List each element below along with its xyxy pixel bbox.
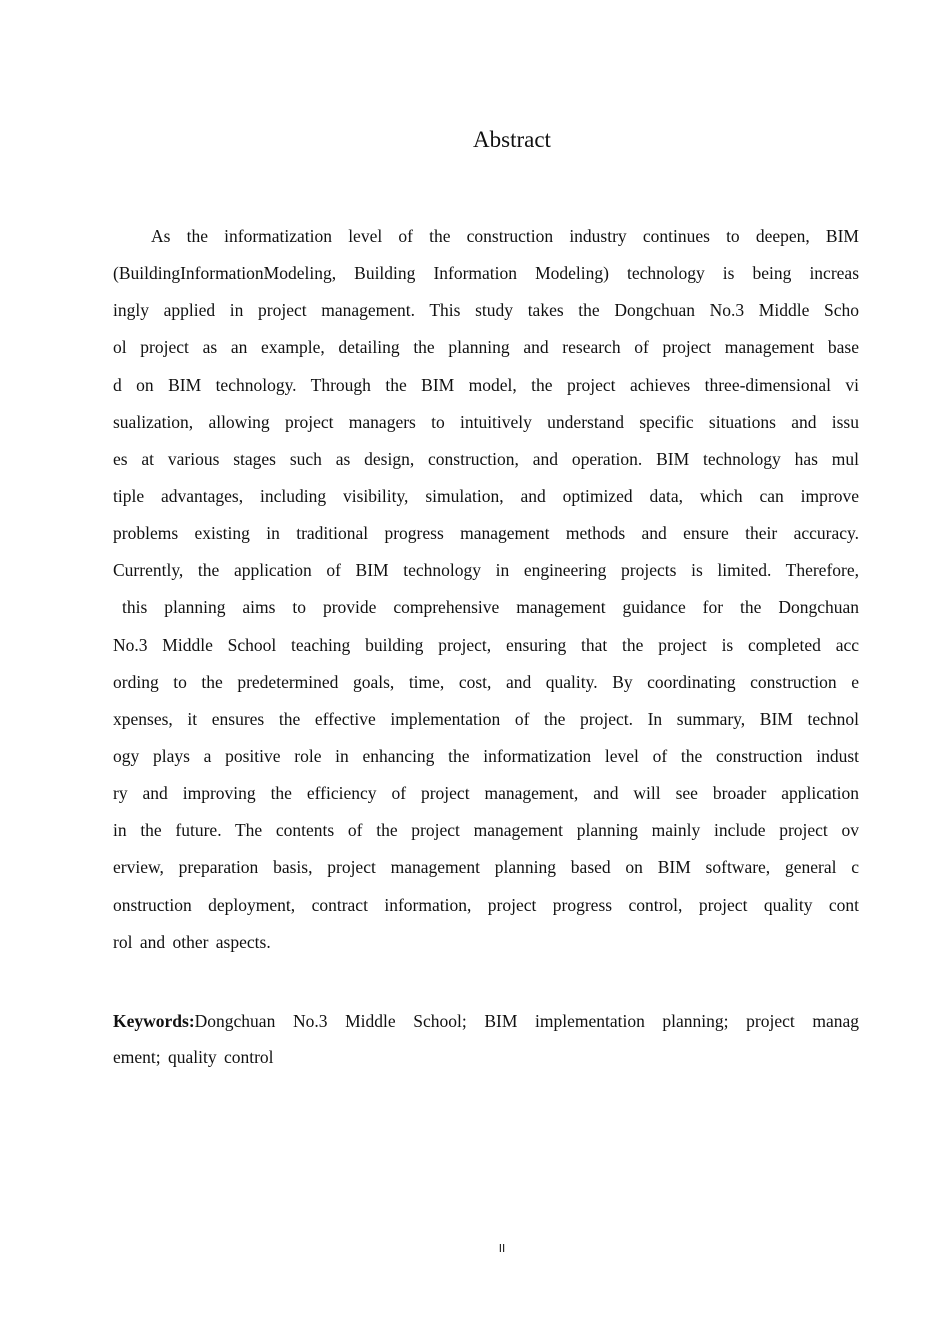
abstract-line: ording to the predetermined goals, time, cost, and quality. By coordinating construction e xyxy=(113,671,859,692)
abstract-paragraph xyxy=(113,218,859,961)
abstract-line: Currently, the application of BIM technology in engineering projects is limited. Therefore, xyxy=(113,560,859,581)
keywords-label: Keywords: xyxy=(113,1011,195,1031)
abstract-title: Abstract xyxy=(473,127,551,152)
abstract-line: onstruction deployment, contract information, project progress control, project quality cont xyxy=(113,894,859,915)
page-number: II xyxy=(498,1242,506,1255)
abstract-line: ol project as an example, detailing the planning and research of project management base xyxy=(113,337,859,358)
keywords-line xyxy=(113,1003,859,1039)
abstract-line: tiple advantages, including visibility, simulation, and optimized data, which can improve xyxy=(113,485,859,506)
abstract-line: ingly applied in project management. This study takes the Dongchuan No.3 Middle Scho xyxy=(113,300,859,321)
abstract-line: As the informatization level of the construction industry continues to deepen, BIM xyxy=(151,226,859,246)
abstract-line: No.3 Middle School teaching building project, ensuring that the project is completed acc xyxy=(113,634,859,655)
keywords-text: Dongchuan No.3 Middle School; BIM implementation planning; project manag xyxy=(194,1011,859,1031)
abstract-line: es at various stages such as design, construction, and operation. BIM technology has mul xyxy=(113,448,859,469)
keywords-section xyxy=(113,1003,859,1075)
keywords-line: ement; quality control xyxy=(113,1047,274,1067)
abstract-line: rol and other aspects. xyxy=(113,931,271,952)
abstract-line: ogy plays a positive role in enhancing the informatization level of the construction indust xyxy=(113,745,859,766)
abstract-line: d on BIM technology. Through the BIM model, the project achieves three-dimensional vi xyxy=(113,374,859,395)
abstract-line: erview, preparation basis, project management planning based on BIM software, general c xyxy=(113,857,859,878)
abstract-line: in the future. The contents of the project management planning mainly include project ov xyxy=(113,820,859,841)
abstract-line: sualization, allowing project managers to intuitively understand specific situations and issu xyxy=(113,411,859,432)
abstract-line: (BuildingInformationModeling, Building Information Modeling) technology is being increas xyxy=(113,263,859,284)
abstract-line: this planning aims to provide comprehensive management guidance for the Dongchuan xyxy=(122,597,859,618)
abstract-line: xpenses, it ensures the effective implementation of the project. In summary, BIM technol xyxy=(113,708,859,729)
abstract-line: ry and improving the efficiency of project management, and will see broader application xyxy=(113,783,859,804)
abstract-line: problems existing in traditional progress management methods and ensure their accuracy. xyxy=(113,523,859,544)
